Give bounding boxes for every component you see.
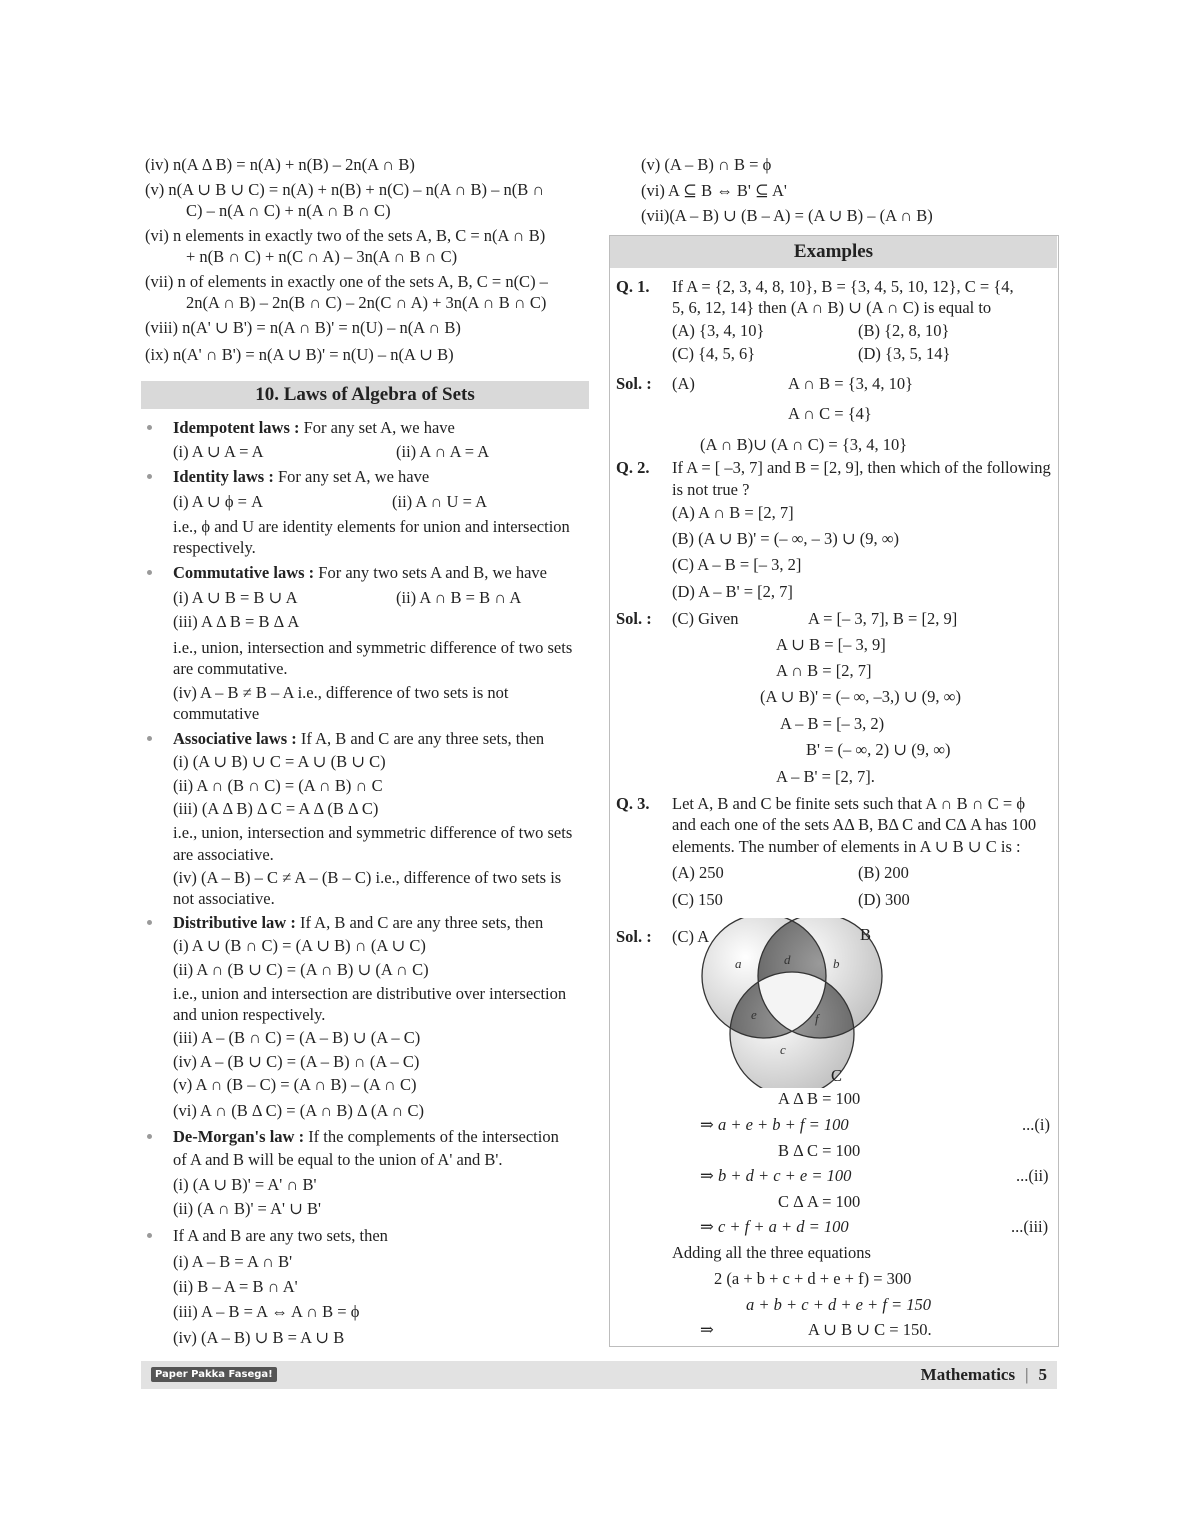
law-note: i.e., union and intersection are distributive over intersection: [173, 984, 567, 1003]
law-item: (i) A ∪ A = A: [173, 442, 264, 461]
venn-label-f: f: [815, 1011, 819, 1026]
option: (C) A – B = [– 3, 2]: [672, 555, 802, 574]
law-item: commutative: [173, 704, 260, 723]
formula-line: (ix) n(A' ∩ B') = n(A ∪ B)' = n(U) – n(A ∪ B): [145, 345, 454, 364]
solution-step: ⇒ c + f + a + d = 100: [700, 1217, 849, 1236]
bullet: [147, 570, 152, 575]
law-item: (iii) A – (B ∩ C) = (A – B) ∪ (A – C): [173, 1028, 421, 1047]
question-text: 5, 6, 12, 14} then (A ∩ B) ∪ (A ∩ C) is equal to: [672, 298, 992, 317]
law-item: (vii)(A – B) ∪ (B – A) = (A ∪ B) – (A ∩ B): [641, 206, 933, 225]
venn-label-c: c: [780, 1042, 786, 1057]
solution-step: 2 (a + b + c + d + e + f) = 300: [714, 1269, 912, 1288]
law-item: (ii) A ∩ B = B ∩ A: [396, 588, 522, 607]
publisher-logo: Paper Pakka Fasega!: [151, 1367, 277, 1382]
law-note: and union respectively.: [173, 1005, 326, 1024]
law-item: (iii) (A Δ B) Δ C = A Δ (B Δ C): [173, 799, 379, 818]
equation-number: ...(iii): [1011, 1217, 1049, 1236]
option: (B) {2, 8, 10}: [858, 321, 950, 340]
law-item: (i) A – B = A ∩ B': [173, 1252, 293, 1271]
equation-number: ...(i): [1022, 1115, 1050, 1134]
examples-title: Examples: [610, 236, 1057, 268]
law-item: (i) (A ∪ B)' = A' ∩ B': [173, 1175, 317, 1194]
solution-step: (A ∩ B)∪ (A ∩ C) = {3, 4, 10}: [700, 435, 908, 454]
option: (B) (A ∪ B)' = (– ∞, – 3) ∪ (9, ∞): [672, 529, 900, 548]
law-item: (iv) A – (B ∪ C) = (A – B) ∩ (A – C): [173, 1052, 420, 1071]
question-text: If A = {2, 3, 4, 8, 10}, B = {3, 4, 5, 10, 12}, C = {4,: [672, 277, 1014, 296]
option: (B) 200: [858, 863, 909, 882]
law-item: (ii) A ∩ U = A: [392, 492, 488, 511]
option: (C) {4, 5, 6}: [672, 344, 756, 363]
solution-step: A ∪ B ∪ C = 150.: [808, 1320, 932, 1339]
venn-set-label-b: B: [860, 925, 872, 944]
formula-line: + n(B ∩ C) + n(C ∩ A) – 3n(A ∩ B ∩ C): [186, 247, 458, 266]
distributive-law: Distributive law : If A, B and C are any three sets, then: [173, 913, 544, 932]
bullet: [147, 1233, 152, 1238]
solution-step: ⇒: [700, 1320, 714, 1339]
bullet: [147, 920, 152, 925]
question-text: Let A, B and C be finite sets such that A ∩ B ∩ C = ϕ: [672, 794, 1026, 813]
section-title: 10. Laws of Algebra of Sets: [141, 381, 589, 409]
law-item: (i) A ∪ (B ∩ C) = (A ∪ B) ∩ (A ∪ C): [173, 936, 426, 955]
law-item: (iv) (A – B) ∪ B = A ∪ B: [173, 1328, 345, 1347]
formula-line: C) – n(A ∩ C) + n(A ∩ B ∩ C): [186, 201, 391, 220]
option: (D) 300: [858, 890, 910, 909]
footer-separator: |: [1025, 1365, 1029, 1384]
formula-line: (viii) n(A' ∪ B') = n(A ∩ B)' = n(U) – n(A ∩ B): [145, 318, 461, 337]
law-item: (ii) B – A = B ∩ A': [173, 1277, 298, 1296]
law-item: (iii) A – B = A ⇔ A ∩ B = ϕ: [173, 1302, 360, 1321]
solution-answer: (A): [672, 374, 695, 393]
associative-law: Associative laws : If A, B and C are any three sets, then: [173, 729, 545, 748]
solution-step: B' = (– ∞, 2) ∪ (9, ∞): [806, 740, 951, 759]
law-item: not associative.: [173, 889, 275, 908]
law-item: (iv) A – B ≠ B – A i.e., difference of two sets is not: [173, 683, 509, 702]
bullet: [147, 425, 152, 430]
law-note: i.e., union, intersection and symmetric difference of two sets: [173, 638, 573, 657]
solution-step: a + b + c + d + e + f = 150: [746, 1295, 932, 1314]
question-number: Q. 3.: [616, 794, 650, 813]
solution-label: Sol. :: [616, 927, 652, 946]
law-item: (vi) A ⊆ B ⇔ B' ⊆ A': [641, 181, 787, 200]
question-number: Q. 2.: [616, 458, 650, 477]
option: (D) A – B' = [2, 7]: [672, 582, 793, 601]
venn-label-b: b: [833, 956, 840, 971]
idempotent-law: Idempotent laws : For any set A, we have: [173, 418, 455, 437]
law-note: are associative.: [173, 845, 274, 864]
solution-step: A – B' = [2, 7].: [776, 767, 875, 786]
venn-label-e: e: [751, 1007, 757, 1022]
solution-step: C Δ A = 100: [778, 1192, 861, 1211]
option: (D) {3, 5, 14}: [858, 344, 951, 363]
law-item: (v) (A – B) ∩ B = ϕ: [641, 155, 772, 174]
law-item: (ii) A ∩ A = A: [396, 442, 490, 461]
solution-step: A ∩ C = {4}: [788, 404, 872, 423]
formula-line: 2n(A ∩ B) – 2n(B ∩ C) – 2n(C ∩ A) + 3n(A ∩ B ∩ C): [186, 293, 547, 312]
footer-subject: Mathematics: [920, 1365, 1016, 1384]
solution-step: B Δ C = 100: [778, 1141, 861, 1160]
formula-line: (vi) n elements in exactly two of the sets A, B, C = n(A ∩ B): [145, 226, 546, 245]
question-text: If A = [ –3, 7] and B = [2, 9], then which of the following: [672, 458, 1051, 477]
solution-step: A Δ B = 100: [778, 1089, 861, 1108]
venn-set-label-c: C: [831, 1066, 843, 1085]
solution-step: A ∩ B = [2, 7]: [776, 661, 872, 680]
law-item: (i) A ∪ ϕ = A: [173, 492, 264, 511]
formula-line: (vii) n of elements in exactly one of the sets A, B, C = n(C) –: [145, 272, 548, 291]
solution-answer: (C) A: [672, 927, 710, 946]
identity-law: Identity laws : For any set A, we have: [173, 467, 430, 486]
option: (A) {3, 4, 10}: [672, 321, 765, 340]
option: (A) A ∩ B = [2, 7]: [672, 503, 794, 522]
law-item: (ii) (A ∩ B)' = A' ∪ B': [173, 1199, 322, 1218]
law-item: (v) A ∩ (B – C) = (A ∩ B) – (A ∩ C): [173, 1075, 417, 1094]
demorgan-law: De-Morgan's law : If the complements of the intersection: [173, 1127, 559, 1146]
venn-label-d: d: [784, 952, 791, 967]
equation-number: ...(ii): [1016, 1166, 1049, 1185]
law-note: i.e., ϕ and U are identity elements for union and intersection: [173, 517, 570, 536]
option: (C) 150: [672, 890, 723, 909]
venn-label-a: a: [735, 956, 742, 971]
solution-step: ⇒ b + d + c + e = 100: [700, 1166, 852, 1185]
formula-line: (v) n(A ∪ B ∪ C) = n(A) + n(B) + n(C) – n(A ∩ B) – n(B ∩: [145, 180, 545, 199]
bullet: [147, 1134, 152, 1139]
solution-step: A – B = [– 3, 2): [780, 714, 885, 733]
law-note: of A and B will be equal to the union of A' and B'.: [173, 1150, 503, 1169]
question-number: Q. 1.: [616, 277, 650, 296]
question-text: elements. The number of elements in A ∪ B ∪ C is :: [672, 837, 1021, 856]
solution-step: A = [– 3, 7], B = [2, 9]: [808, 609, 958, 628]
law-item: (iv) (A – B) – C ≠ A – (B – C) i.e., difference of two sets is: [173, 868, 562, 887]
solution-step: ⇒ a + e + b + f = 100: [700, 1115, 849, 1134]
law-note: respectively.: [173, 538, 256, 557]
page-number: 5: [1038, 1365, 1047, 1384]
footer-subject-page: [921, 1365, 1047, 1385]
option: (A) 250: [672, 863, 724, 882]
solution-step: (A ∪ B)' = (– ∞, –3,) ∪ (9, ∞): [760, 687, 961, 706]
solution-label: Sol. :: [616, 609, 652, 628]
law-item: (i) (A ∪ B) ∪ C = A ∪ (B ∪ C): [173, 752, 386, 771]
law-item: (vi) A ∩ (B Δ C) = (A ∩ B) Δ (A ∩ C): [173, 1101, 424, 1120]
law-note: If A and B are any two sets, then: [173, 1226, 388, 1245]
solution-answer: (C) Given: [672, 609, 739, 628]
solution-step: A ∪ B = [– 3, 9]: [776, 635, 886, 654]
law-item: (iii) A Δ B = B Δ A: [173, 612, 300, 631]
bullet: [147, 474, 152, 479]
commutative-law: Commutative laws : For any two sets A and B, we have: [173, 563, 547, 582]
question-text: is not true ?: [672, 480, 750, 499]
law-item: (i) A ∪ B = B ∪ A: [173, 588, 298, 607]
law-item: (ii) A ∩ (B ∪ C) = (A ∩ B) ∪ (A ∩ C): [173, 960, 429, 979]
question-text: and each one of the sets AΔ B, BΔ C and CΔ A has 100: [672, 815, 1037, 834]
solution-step: Adding all the three equations: [672, 1243, 871, 1262]
bullet: [147, 736, 152, 741]
page-footer: [141, 1361, 1057, 1389]
formula-line: (iv) n(A Δ B) = n(A) + n(B) – 2n(A ∩ B): [145, 155, 415, 174]
law-item: (ii) A ∩ (B ∩ C) = (A ∩ B) ∩ C: [173, 776, 383, 795]
solution-label: Sol. :: [616, 374, 652, 393]
law-note: i.e., union, intersection and symmetric difference of two sets: [173, 823, 573, 842]
solution-step: A ∩ B = {3, 4, 10}: [788, 374, 914, 393]
law-note: are commutative.: [173, 659, 288, 678]
